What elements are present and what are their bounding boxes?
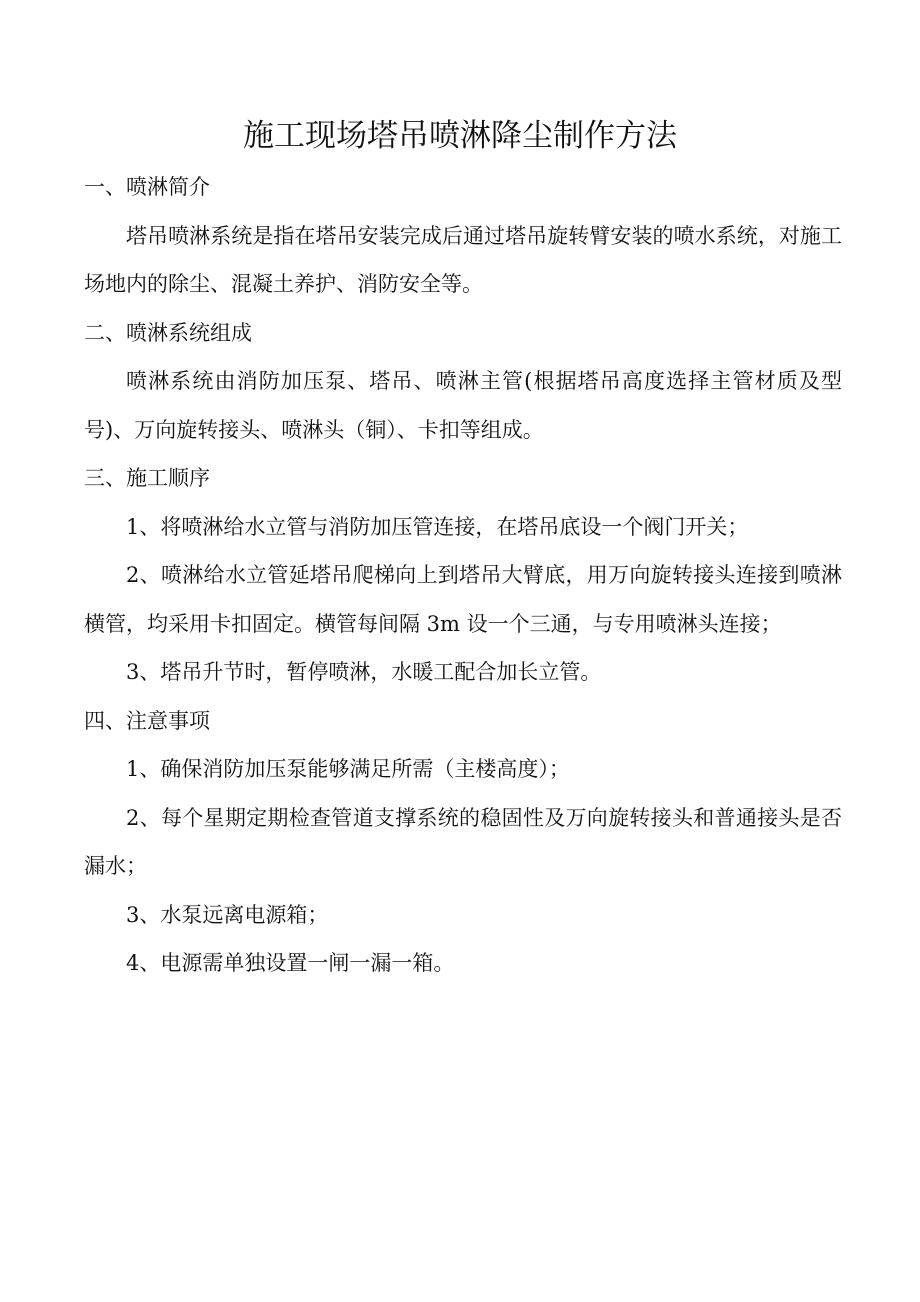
document-body bbox=[84, 163, 842, 988]
precaution-item: 4、电源需单独设置一闸一漏一箱。 bbox=[126, 951, 455, 975]
section-heading: 一、喷淋简介 bbox=[84, 175, 210, 199]
precaution-item: 1、确保消防加压泵能够满足所需（主楼高度）； bbox=[126, 757, 570, 781]
procedure-step: 3、塔吊升节时，暂停喷淋，水暖工配合加长立管。 bbox=[126, 660, 602, 684]
section-heading: 四、注意事项 bbox=[84, 708, 210, 733]
section-composition bbox=[84, 309, 842, 455]
section-procedure bbox=[84, 454, 842, 697]
section-heading: 三、施工顺序 bbox=[84, 466, 210, 490]
procedure-step: 1、将喷淋给水立管与消防加压管连接，在塔吊底设一个阀门开关； bbox=[126, 514, 749, 539]
document-title: 施工现场塔吊喷淋降尘制作方法 bbox=[243, 118, 677, 154]
precaution-item: 2、每个星期定期检查管道支撑系统的稳固性及万向旋转接头和普通接头是否漏水； bbox=[84, 805, 842, 878]
section-paragraph: 塔吊喷淋系统是指在塔吊安装完成后通过塔吊旋转臂安装的喷水系统，对施工场地内的除尘、混凝土养护、消防安全等。 bbox=[84, 223, 842, 296]
section-intro bbox=[84, 163, 842, 309]
procedure-step: 2、喷淋给水立管延塔吊爬梯向上到塔吊大臂底，用万向旋转接头连接到喷淋横管，均采用卡扣固定。横管每间隔 3m 设一个三通，与专用喷淋头连接； bbox=[84, 563, 842, 636]
section-paragraph: 喷淋系统由消防加压泵、塔吊、喷淋主管(根据塔吊高度选择主管材质及型号)、万向旋转接头、喷淋头（铜）、卡扣等组成。 bbox=[84, 369, 842, 442]
section-heading: 二、喷淋系统组成 bbox=[84, 320, 252, 345]
precaution-item: 3、水泵远离电源箱； bbox=[126, 902, 329, 927]
section-precautions bbox=[84, 697, 842, 988]
